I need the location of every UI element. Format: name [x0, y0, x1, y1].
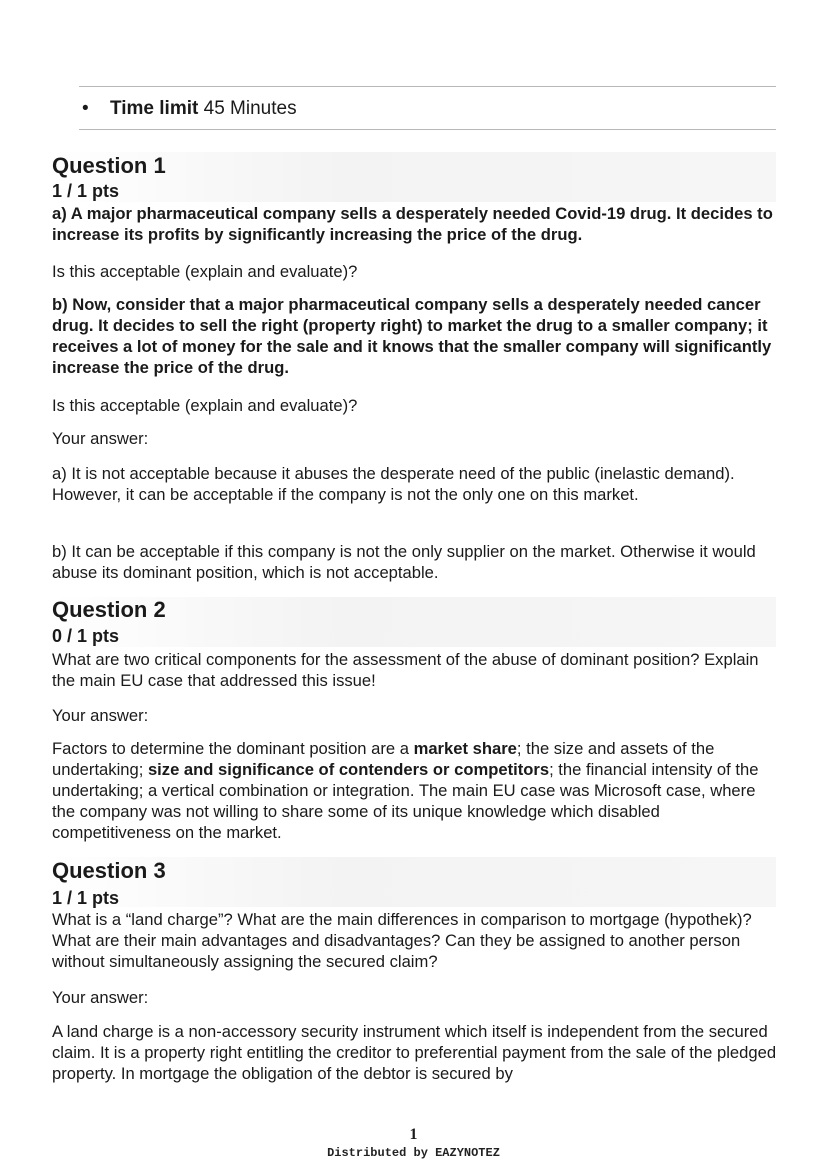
question-1-ask-a: Is this acceptable (explain and evaluate)? — [52, 262, 358, 281]
question-1-title: Question 1 — [52, 153, 166, 178]
answer-text: ; the size and assets of the undertaking; — [52, 739, 715, 779]
bullet: • — [82, 98, 89, 119]
question-3-title: Question 3 — [52, 858, 166, 883]
answer-text: Factors to determine the dominant position are a — [52, 739, 414, 758]
question-3-prompt: What is a “land charge”? What are the main differences in comparison to mortgage (hypothek)? What are their main advantages and disadvantages? Can they be assigned to another person without simultaneously assigning the secured claim? — [52, 910, 752, 971]
question-2-answer — [52, 738, 777, 843]
bottom-divider — [79, 129, 776, 130]
question-1-points: 1 / 1 pts — [52, 181, 120, 201]
distributed-by-footer: Distributed by EAZYNOTEZ — [327, 1146, 500, 1160]
question-2-title: Question 2 — [52, 597, 166, 622]
question-1-ask-b: Is this acceptable (explain and evaluate)? — [52, 396, 358, 415]
question-3-answer: A land charge is a non-accessory security instrument which itself is independent from the secured claim. It is a property right entitling the creditor to preferential payment from the sale of the pledged property. In mortgage the obligation of the debtor is secured by — [52, 1022, 777, 1083]
question-1-prompt-b: b) Now, consider that a major pharmaceutical company sells a desperately needed cancer drug. It decides to sell the right (property right) to market the drug to a smaller company; it receives a lot of money for the sale and it knows that the smaller company will significantly increase the price of the drug. — [52, 295, 772, 377]
question-1-prompt-a: a) A major pharmaceutical company sells a desperately needed Covid-19 drug. It decides to increase its profits by significantly increasing the price of the drug. — [52, 204, 773, 244]
question-3-points: 1 / 1 pts — [52, 888, 120, 908]
question-3-your-answer-label: Your answer: — [52, 988, 149, 1007]
question-1-answer-a: a) It is not acceptable because it abuses the desperate need of the public (inelastic demand). However, it can be acceptable if the company is not the only one on this market. — [52, 464, 735, 504]
top-divider — [79, 86, 776, 87]
page-number: 1 — [409, 1126, 418, 1143]
time-limit-label: Time limit — [110, 98, 199, 119]
time-limit-value: 45 Minutes — [203, 98, 297, 119]
answer-emphasis: market share — [413, 739, 517, 758]
time-limit-line — [80, 96, 297, 122]
question-2-points: 0 / 1 pts — [52, 626, 120, 646]
answer-text: ; the financial intensity of the undertaking; a vertical combination or integration. The main EU case was Microsoft case, where the company was not willing to share some of its unique knowledge which disabled competitiveness on the market. — [52, 760, 759, 842]
question-2-your-answer-label: Your answer: — [52, 706, 149, 725]
question-2-prompt: What are two critical components for the assessment of the abuse of dominant position? Explain the main EU case that addressed this issue! — [52, 650, 759, 690]
answer-emphasis: size and significance of contenders or competitors — [147, 760, 550, 779]
question-1-your-answer-label: Your answer: — [52, 429, 149, 448]
question-1-answer-b: b) It can be acceptable if this company is not the only supplier on the market. Otherwise it would abuse its dominant position, which is not acceptable. — [52, 542, 756, 582]
